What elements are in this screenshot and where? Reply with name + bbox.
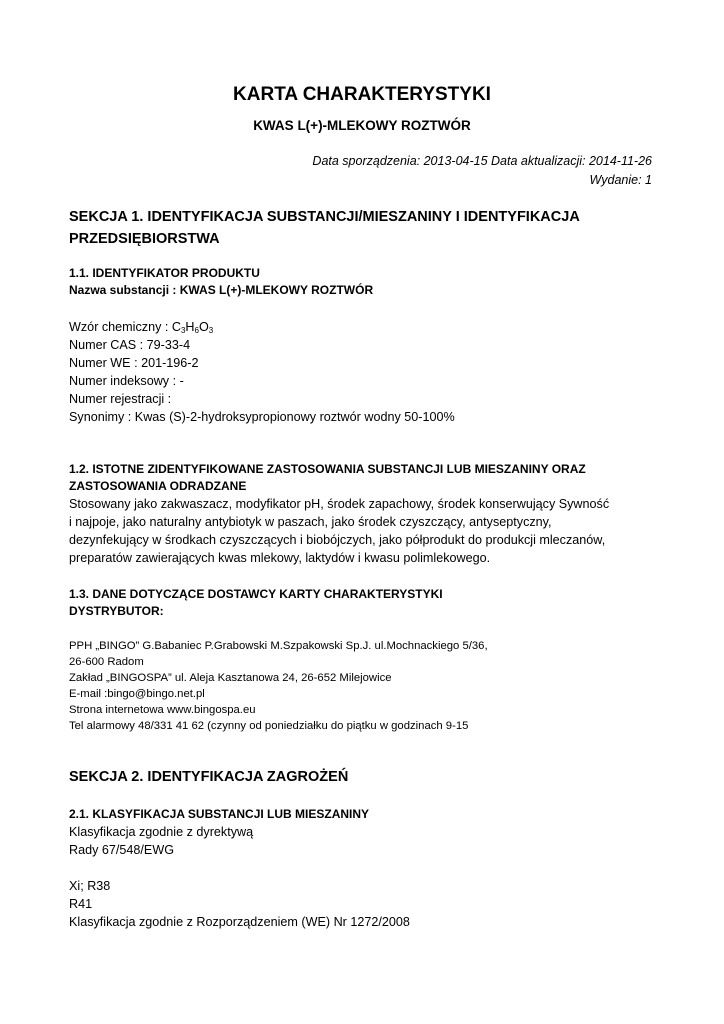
classification-codes <box>69 877 669 931</box>
subsection-2-1-heading: 2.1. KLASYFIKACJA SUBSTANCJI LUB MIESZANINY <box>69 807 370 821</box>
subsection-1-3-heading-line1: 1.3. DANE DOTYCZĄCE DOSTAWCY KARTY CHARAKTERYSTYKI <box>69 587 443 601</box>
section2-heading <box>69 766 669 788</box>
subsection-1-1-heading: 1.1. IDENTYFIKATOR PRODUKTU <box>69 266 260 280</box>
formula-sub-o: 3 <box>208 326 214 335</box>
section1-heading-line2: PRZEDSIĘBIORSTWA <box>69 231 220 247</box>
formula-o: O <box>198 320 209 334</box>
section1-heading-line1: SEKCJA 1. IDENTYFIKACJA SUBSTANCJI/MIESZANINY I IDENTYFIKACJA <box>69 209 580 225</box>
uses-line2: i najpoje, jako naturalny antybiotyk w paszach, jako środek czyszczący, antyseptyczny, <box>69 515 552 529</box>
edition-line: Wydanie: 1 <box>589 173 652 187</box>
section2-heading-text: SEKCJA 2. IDENTYFIKACJA ZAGROŻEŃ <box>69 769 349 785</box>
formula-sub-c: 3 <box>180 326 186 335</box>
formula-h: H <box>185 320 195 334</box>
index-number: Numer indeksowy : - <box>69 374 184 388</box>
document-subtitle: KWAS L(+)-MLEKOWY ROZTWÓR <box>253 118 471 133</box>
uses-line3: dezynfekujący w środkach czyszczących i biobójczych, jako półprodukt do produkcji mleczanów, <box>69 533 606 547</box>
synonyms: Synonimy : Kwas (S)-2-hydroksypropionowy roztwór wodny 50-100% <box>69 410 455 424</box>
supplier-details <box>69 638 669 734</box>
supplier-phone: Tel alarmowy 48/331 41 62 (czynny od poniedziałku do piątku w godzinach 9-15 <box>69 720 469 732</box>
uses-line4: preparatów zawierających kwas mlekowy, laktydów i kwasu polimlekowego. <box>69 551 491 565</box>
formula-sub-h: 6 <box>194 326 199 335</box>
we-number: Numer WE : 201-196-2 <box>69 356 199 370</box>
uses-line1: Stosowany jako zakwaszacz, modyfikator pH, środek zapachowy, środek konserwujący Sywność <box>69 497 610 511</box>
cas-number: Numer CAS : 79-33-4 <box>69 338 191 352</box>
document-dates <box>312 152 652 190</box>
dates-line: Data sporządzenia: 2013-04-15 Data aktualizacji: 2014-11-26 <box>312 154 652 168</box>
formula-label: Wzór chemiczny : C <box>69 320 181 334</box>
registration-number: Numer rejestracji : <box>69 392 172 406</box>
chemical-formula <box>69 318 669 336</box>
supplier-line3: Zakład „BINGOSPA” ul. Aleja Kasztanowa 24, 26-652 Milejowice <box>69 672 392 684</box>
supplier-line2: 26-600 Radom <box>69 656 144 668</box>
supplier-line1: PPH „BINGO” G.Babaniec P.Grabowski M.Szpakowski Sp.J. ul.Mochnackiego 5/36, <box>69 640 488 652</box>
subsection-1-3-heading-line2: DYSTRYBUTOR: <box>69 604 164 618</box>
document-title: KARTA CHARAKTERYSTYKI <box>233 84 491 105</box>
section1-heading <box>69 206 669 250</box>
substance-identifiers <box>69 318 669 426</box>
classification-line5: Klasyfikacja zgodnie z Rozporządzeniem (WE) Nr 1272/2008 <box>69 915 410 929</box>
subsection-1-2-heading-line1: 1.2. ISTOTNE ZIDENTYFIKOWANE ZASTOSOWANIA SUBSTANCJI LUB MIESZANINY ORAZ <box>69 462 586 476</box>
supplier-website: Strona internetowa www.bingospa.eu <box>69 704 256 716</box>
subsection-1-1 <box>69 265 669 299</box>
substance-name: Nazwa substancji : KWAS L(+)-MLEKOWY ROZTWÓR <box>69 283 374 297</box>
subsection-2-1 <box>69 806 669 859</box>
classification-line2: Rady 67/548/EWG <box>69 843 174 857</box>
supplier-email: E-mail :bingo@bingo.net.pl <box>69 688 205 700</box>
subsection-1-2 <box>69 461 669 567</box>
subsection-1-3 <box>69 586 669 620</box>
classification-line4: R41 <box>69 897 93 911</box>
classification-line1: Klasyfikacja zgodnie z dyrektywą <box>69 825 254 839</box>
subsection-1-2-heading-line2: ZASTOSOWANIA ODRADZANE <box>69 479 247 493</box>
classification-line3: Xi; R38 <box>69 879 111 893</box>
